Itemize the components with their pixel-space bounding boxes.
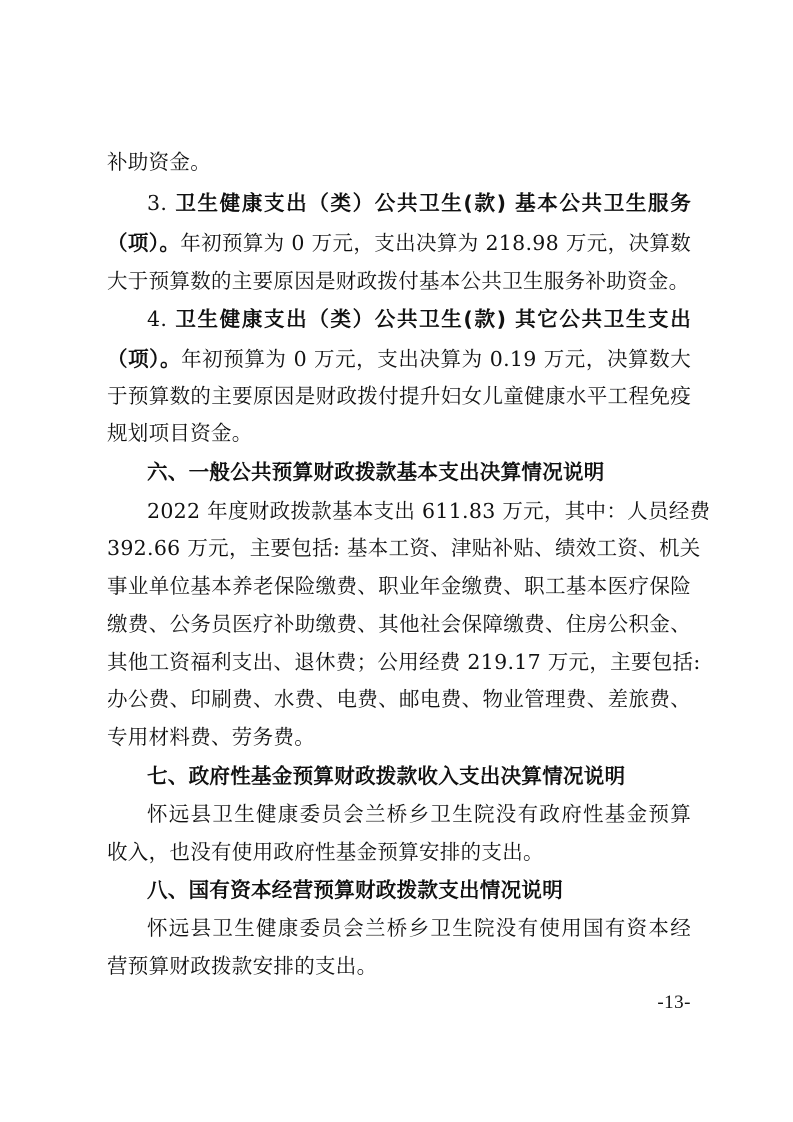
section-6-line-1: 2022 年度财政拨款基本支出 611.83 万元，其中：人员经费 [147,499,711,523]
item-4-line-4: 规划项目资金。 [107,421,253,445]
item-3-title-end: （项）。 [107,231,181,255]
item-3-line-3: 大于预算数的主要原因是财政拨付基本公共卫生服务补助资金。 [107,269,690,293]
section-7-line-1: 怀远县卫生健康委员会兰桥乡卫生院没有政府性基金预算 [147,802,691,826]
item-4-number: 4. [147,307,168,331]
section-8-heading: 八、国有资本经营预算财政拨款支出情况说明 [147,878,563,902]
section-8-line-1: 怀远县卫生健康委员会兰桥乡卫生院没有使用国有资本经 [147,916,691,940]
section-6-line-4: 缴费、公务员医疗补助缴费、其他社会保障缴费、住房公积金、 [107,612,691,636]
item-4-title-end: （项）。 [107,347,182,371]
section-7-heading: 七、政府性基金预算财政拨款收入支出决算情况说明 [147,764,626,788]
item-4-line-2 [107,342,691,377]
section-6-line-6: 办公费、印刷费、水费、电费、邮电费、物业管理费、差旅费、 [107,687,691,711]
section-6-line-5: 其他工资福利支出、退休费；公用经费 219.17 万元，主要包括: [107,650,701,674]
item-3-text: 年初预算为 0 万元，支出决算为 218.98 万元，决算数 [180,231,691,255]
section-7-line-2: 收入，也没有使用政府性基金预算安排的支出。 [107,840,544,864]
item-4-title: 卫生健康支出（类）公共卫生(款) 其它公共卫生支出 [175,307,691,331]
page-number: -13- [657,992,691,1013]
item-3-title-line [147,186,691,221]
item-4-title-line [147,302,691,337]
section-6-line-2: 392.66 万元，主要包括: 基本工资、津贴补贴、绩效工资、机关 [107,536,701,560]
item-3-title: 卫生健康支出（类）公共卫生(款) 基本公共卫生服务 [175,191,691,215]
section-8-line-2: 营预算财政拨款安排的支出。 [107,954,378,978]
item-3-number: 3. [147,191,168,215]
section-6-line-7: 专用材料费、劳务费。 [107,725,315,749]
item-4-line-3: 于预算数的主要原因是财政拨付提升妇女儿童健康水平工程免疫 [107,384,691,408]
item-4-text: 年初预算为 0 万元，支出决算为 0.19 万元，决算数大 [181,347,691,371]
section-6-heading: 六、一般公共预算财政拨款基本支出决算情况说明 [147,460,605,484]
paragraph-line: 补助资金。 [107,150,211,174]
item-3-line-2 [107,226,691,261]
section-6-line-3: 事业单位基本养老保险缴费、职业年金缴费、职工基本医疗保险 [107,574,691,598]
